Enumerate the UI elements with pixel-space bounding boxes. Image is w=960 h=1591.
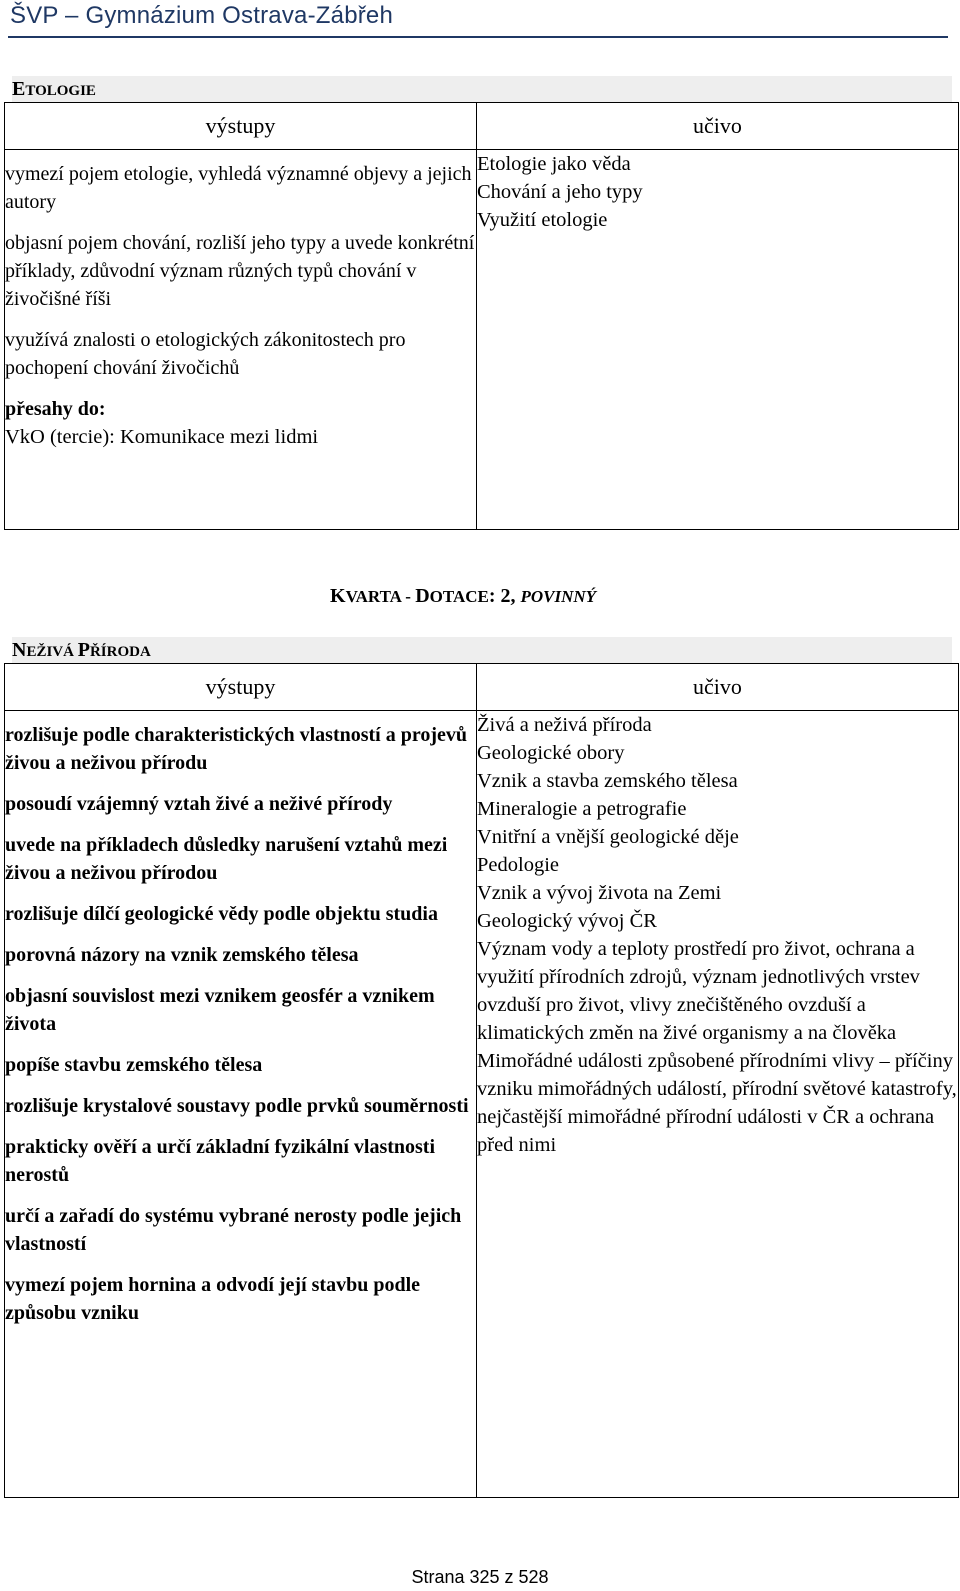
document-header-title: ŠVP – Gymnázium Ostrava-Zábřeh — [10, 2, 394, 29]
output-item: určí a zařadí do systému vybrané nerosty podle jejich vlastností — [5, 1205, 462, 1255]
section-title-rest-2: ŘÍRODA — [89, 644, 151, 660]
grade-initial: K — [330, 585, 346, 607]
grade-mandatory: POVINNÝ — [520, 587, 597, 606]
content-item: Mineralogie a petrografie — [477, 798, 687, 820]
grade-hours-initial: D — [415, 585, 430, 607]
output-item: objasní souvislost mezi vznikem geosfér a vznikem života — [5, 985, 435, 1035]
overlap-label: přesahy do: — [5, 398, 106, 420]
section-title-initial: N — [12, 639, 27, 661]
section-title-nezive-priroda — [12, 637, 952, 664]
content-item: Chování a jeho typy — [477, 181, 643, 203]
section-title-rest: TOLOGIE — [25, 83, 96, 99]
section-title-etologie — [12, 76, 952, 103]
grade-heading — [330, 585, 596, 608]
content-item: Vznik a vývoj života na Zemi — [477, 882, 722, 904]
content-cell — [477, 150, 959, 530]
output-item: vymezí pojem etologie, vyhledá významné objevy a jejich autory — [5, 163, 472, 213]
nezive-priroda-table — [4, 663, 959, 1498]
content-cell — [477, 711, 959, 1498]
content-item: Geologický vývoj ČR — [477, 910, 657, 932]
output-item: prakticky ověří a určí základní fyzikální vlastnosti nerostů — [5, 1136, 436, 1186]
outputs-column-header: výstupy — [5, 664, 477, 711]
overlap-text: VkO (tercie): Komunikace mezi lidmi — [5, 426, 319, 448]
grade-hours-label: OTACE — [429, 587, 489, 606]
content-item: Pedologie — [477, 854, 559, 876]
content-column-header: učivo — [477, 103, 959, 150]
output-item: rozlišuje podle charakteristických vlastností a projevů živou a neživou přírodu — [5, 724, 468, 774]
output-item: objasní pojem chování, rozliší jeho typy a uvede konkrétní příklady, zdůvodní význam různých typů chování v živočišné říši — [5, 232, 475, 310]
output-item: posoudí vzájemný vztah živé a neživé přírody — [5, 793, 393, 815]
output-item: porovná názory na vznik zemského tělesa — [5, 944, 359, 966]
content-item: Vnitřní a vnější geologické děje — [477, 826, 739, 848]
outputs-cell — [5, 711, 477, 1498]
section-title-rest: EŽIVÁ — [26, 644, 78, 660]
output-item: rozlišuje dílčí geologické vědy podle objektu studia — [5, 903, 438, 925]
content-column-header: učivo — [477, 664, 959, 711]
content-item: Vznik a stavba zemského tělesa — [477, 770, 738, 792]
output-item: popíše stavbu zemského tělesa — [5, 1054, 263, 1076]
etologie-table — [4, 102, 959, 530]
content-item: Využití etologie — [477, 209, 608, 231]
output-item: uvede na příkladech důsledky narušení vztahů mezi živou a neživou přírodou — [5, 834, 448, 884]
output-item: vymezí pojem hornina a odvodí její stavbu podle způsobu vzniku — [5, 1274, 421, 1324]
outputs-cell — [5, 150, 477, 530]
content-item: Živá a neživá příroda — [477, 714, 652, 736]
grade-name: VARTA - — [345, 587, 416, 606]
grade-hours-value: : 2, — [488, 585, 521, 607]
page-number: Strana 325 z 528 — [411, 1567, 549, 1587]
section-title-initial-2: P — [77, 639, 90, 661]
content-item: Mimořádné události způsobené přírodními vlivy – příčiny vzniku mimořádných událostí, přírodní světové katastrofy, nejčastější mimořádné přírodní události v ČR a ochrana před nimi — [477, 1050, 957, 1156]
header-divider — [8, 36, 948, 38]
outputs-column-header: výstupy — [5, 103, 477, 150]
content-item: Geologické obory — [477, 742, 625, 764]
output-item: rozlišuje krystalové soustavy podle prvků souměrnosti — [5, 1095, 469, 1117]
content-item: Význam vody a teploty prostředí pro život, ochrana a využití přírodních zdrojů, význam jednotlivých vrstev ovzduší pro život, vlivy znečištěného ovzduší a klimatických změn na živé organismy a na člověka — [477, 938, 920, 1044]
content-item: Etologie jako věda — [477, 153, 631, 175]
output-item: využívá znalosti o etologických zákonitostech pro pochopení chování živočichů — [5, 329, 406, 379]
section-title-initial: E — [12, 78, 26, 100]
